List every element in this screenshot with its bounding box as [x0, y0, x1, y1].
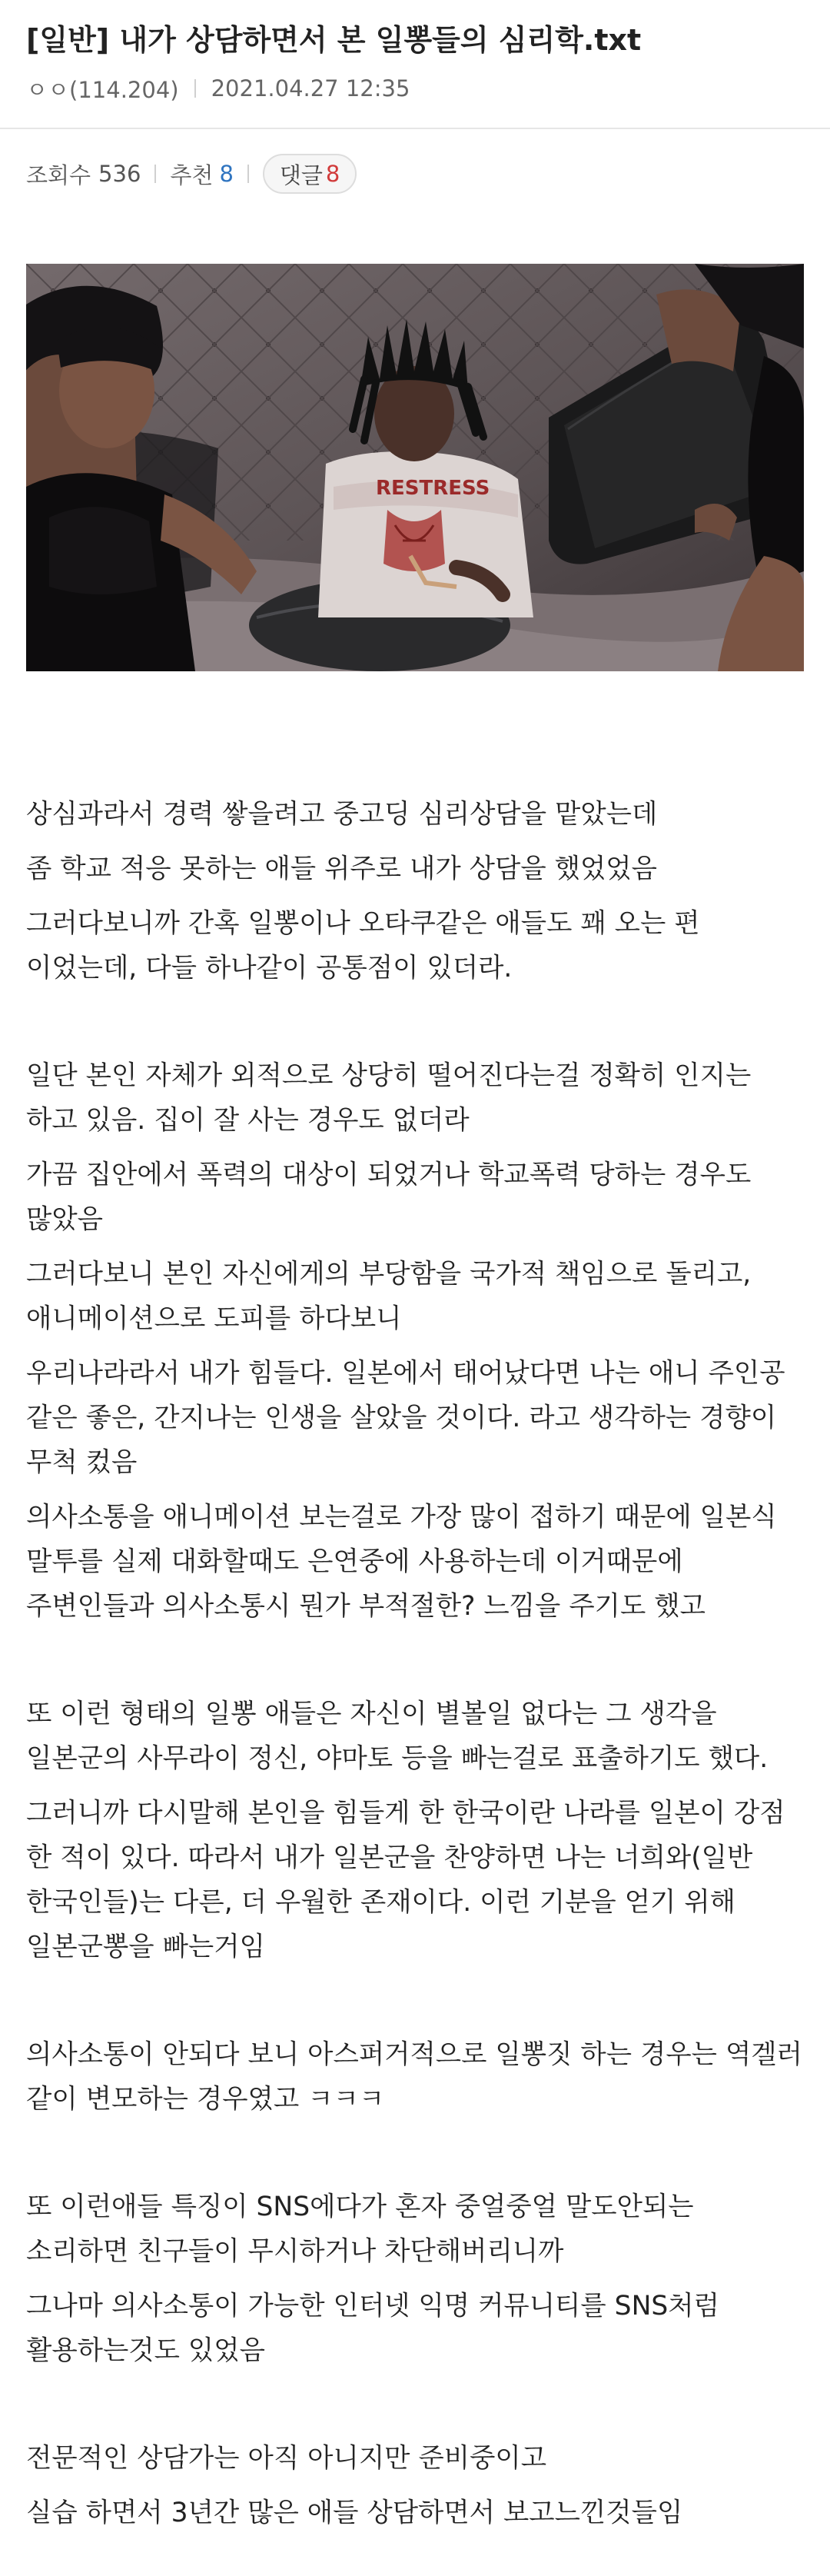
body-paragraph: 그러다보니 본인 자신에게의 부당함을 국가적 책임으로 돌리고, 애니메이션으로 도피를 하다보니 — [26, 1259, 752, 1334]
paragraph-spacer — [26, 2383, 804, 2436]
body-paragraph: 그나마 의사소통이 가능한 인터넷 익명 커뮤니티를 SNS처럼 활용하는것도 있었음 — [26, 2291, 719, 2366]
post-datetime: 2021.04.27 12:35 — [211, 75, 410, 102]
views-count: 536 — [98, 161, 141, 187]
post-header — [0, 0, 830, 129]
body-paragraph: 그러니까 다시말해 본인을 힘들게 한 한국이란 나라를 일본이 강점 한 적이 있다. 따라서 내가 일본군을 찬양하면 나는 너희와(일반 한국인들)는 다른, 더 우월한 존재이다. 이런 기분을 얻기 위해 일본군뽕을 빠는거임 — [26, 1798, 785, 1962]
paragraph-spacer — [26, 1639, 804, 1692]
post-body — [26, 792, 804, 2545]
recommend-count: 8 — [219, 161, 234, 187]
body-paragraph: 우리나라라서 내가 힘들다. 일본에서 태어났다면 나는 애니 주인공 같은 좋은, 간지나는 인생을 살았을 것이다. 라고 생각하는 경향이 무척 컸음 — [26, 1358, 785, 1478]
paragraph-spacer — [26, 2132, 804, 2185]
shirt-print-text: RESTRESS — [376, 477, 490, 500]
body-paragraph: 실습 하면서 3년간 많은 애들 상담하면서 보고느낀것들임 — [26, 2498, 683, 2528]
body-paragraph: 가끔 집안에서 폭력의 대상이 되었거나 학교폭력 당하는 경우도 많았음 — [26, 1160, 752, 1235]
post-meta — [26, 69, 410, 108]
author-name[interactable]: ㅇㅇ(114.204) — [26, 76, 179, 103]
meta-divider — [194, 79, 196, 98]
post-title: [일반] 내가 상담하면서 본 일뽕들의 심리학.txt — [26, 23, 642, 57]
post-stats — [26, 152, 357, 195]
comment-label: 댓글 — [279, 161, 323, 188]
recommend-label: 추천 — [170, 161, 214, 188]
post-image — [26, 264, 804, 671]
stats-divider — [154, 165, 156, 183]
paragraph-spacer — [26, 1979, 804, 2032]
paragraph-spacer — [26, 1000, 804, 1053]
body-paragraph: 또 이런 형태의 일뽕 애들은 자신이 별볼일 없다는 그 생각을 일본군의 사무라이 정신, 야마토 등을 빠는걸로 표출하기도 했다. — [26, 1699, 769, 1774]
body-paragraph: 의사소통이 안되다 보니 아스퍼거적으로 일뽕짓 하는 경우는 역겔러 같이 변모하는 경우였고 ㅋㅋㅋ — [26, 2039, 802, 2115]
comment-count: 8 — [325, 161, 340, 187]
body-paragraph: 그러다보니까 간혹 일뽕이나 오타쿠같은 애들도 꽤 오는 편 이었는데, 다들 하나같이 공통점이 있더라. — [26, 908, 700, 983]
body-paragraph: 좀 학교 적응 못하는 애들 위주로 내가 상담을 했었었음 — [26, 854, 657, 884]
body-paragraph: 일단 본인 자체가 외적으로 상당히 떨어진다는걸 정확히 인지는 하고 있음. 집이 잘 사는 경우도 없더라 — [26, 1060, 752, 1136]
body-paragraph: 또 이런애들 특징이 SNS에다가 혼자 중얼중얼 말도안되는 소리하면 친구들이 무시하거나 차단해버리니까 — [26, 2192, 694, 2267]
body-paragraph: 상심과라서 경력 쌓을려고 중고딩 심리상담을 맡았는데 — [26, 799, 658, 830]
comment-button[interactable] — [263, 154, 357, 194]
body-paragraph: 전문적인 상담가는 아직 아니지만 준비중이고 — [26, 2443, 547, 2474]
body-paragraph: 의사소통을 애니메이션 보는걸로 가장 많이 접하기 때문에 일본식 말투를 실제 대화할때도 은연중에 사용하는데 이거때문에 주변인들과 의사소통시 뭔가 부적절한? 느낌을 주기도 했고 — [26, 1502, 777, 1622]
views-label: 조회수 — [26, 161, 91, 188]
stats-divider — [247, 165, 249, 183]
